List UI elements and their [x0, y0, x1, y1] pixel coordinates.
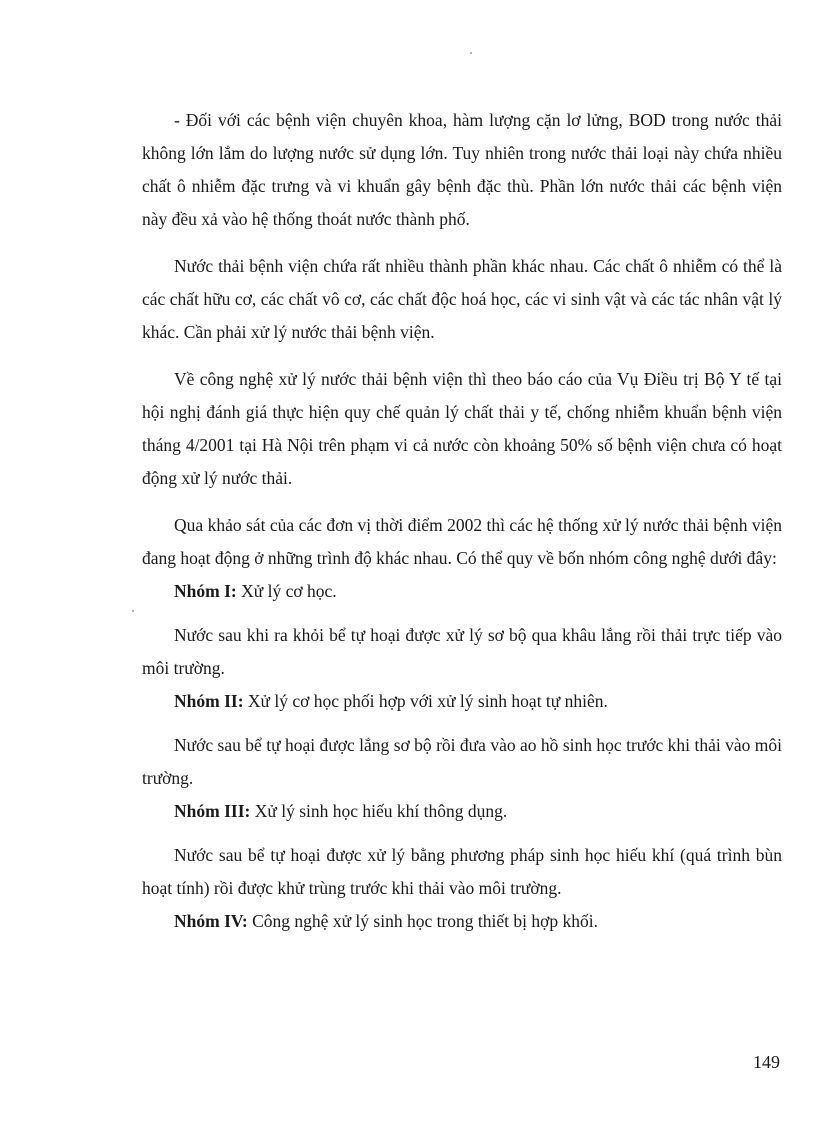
paragraph-specialty-hospitals: - Đối với các bệnh viện chuyên khoa, hàm lượng cặn lơ lửng, BOD trong nước thải không lớn lắm do lượng nước sử dụng lớn. Tuy nhiên trong nước thải loại này chứa nhiều chất ô nhiễm đặc trưng và vi khuẩn gây bệnh đặc thù. Phần lớn nước thải các bệnh viện này đều xả vào hệ thống thoát nước thành phố.	[142, 110, 782, 229]
group-1-heading	[142, 575, 782, 608]
page-body	[142, 104, 782, 938]
paragraph-treatment-report: Về công nghệ xử lý nước thải bệnh viện thì theo báo cáo của Vụ Điều trị Bộ Y tế tại hội nghị đánh giá thực hiện quy chế quản lý chất thải y tế, chống nhiễm khuẩn bệnh viện tháng 4/2001 tại Hà Nội trên phạm vi cả nước còn khoảng 50% số bệnh viện chưa có hoạt động xử lý nước thải.	[142, 369, 782, 488]
group-1-description: Nước sau khi ra khỏi bể tự hoại được xử lý sơ bộ qua khâu lắng rồi thải trực tiếp vào môi trường.	[142, 625, 782, 678]
group-3-heading	[142, 795, 782, 828]
group-4-title: Công nghệ xử lý sinh học trong thiết bị hợp khối.	[247, 911, 598, 931]
paragraph-survey-2002: Qua khảo sát của các đơn vị thời điểm 2002 thì các hệ thống xử lý nước thải bệnh viện đang hoạt động ở những trình độ khác nhau. Có thể quy về bốn nhóm công nghệ dưới đây:	[142, 515, 782, 568]
page-number: 149	[753, 1052, 780, 1072]
scan-speck	[132, 610, 134, 612]
group-2-description: Nước sau bể tự hoại được lắng sơ bộ rồi đưa vào ao hồ sinh học trước khi thải vào môi trường.	[142, 735, 782, 788]
group-2-label: Nhóm II:	[174, 691, 244, 711]
group-3-title: Xử lý sinh học hiếu khí thông dụng.	[250, 801, 508, 821]
group-1-title: Xử lý cơ học.	[236, 581, 337, 601]
group-2-title: Xử lý cơ học phối hợp với xử lý sinh hoạt tự nhiên.	[243, 691, 608, 711]
group-4-label: Nhóm IV:	[174, 911, 248, 931]
group-4-heading	[142, 905, 782, 938]
group-3-label: Nhóm III:	[174, 801, 251, 821]
group-1-label: Nhóm I:	[174, 581, 237, 601]
group-3-description: Nước sau bể tự hoại được xử lý bằng phương pháp sinh học hiếu khí (quá trình bùn hoạt tính) rồi được khử trùng trước khi thải vào môi trường.	[142, 845, 782, 898]
group-2-heading	[142, 685, 782, 718]
paragraph-wastewater-components: Nước thải bệnh viện chứa rất nhiều thành phần khác nhau. Các chất ô nhiễm có thể là các chất hữu cơ, các chất vô cơ, các chất độc hoá học, các vi sinh vật và các tác nhân vật lý khác. Cần phải xử lý nước thải bệnh viện.	[142, 256, 782, 342]
scan-speck	[470, 52, 472, 54]
